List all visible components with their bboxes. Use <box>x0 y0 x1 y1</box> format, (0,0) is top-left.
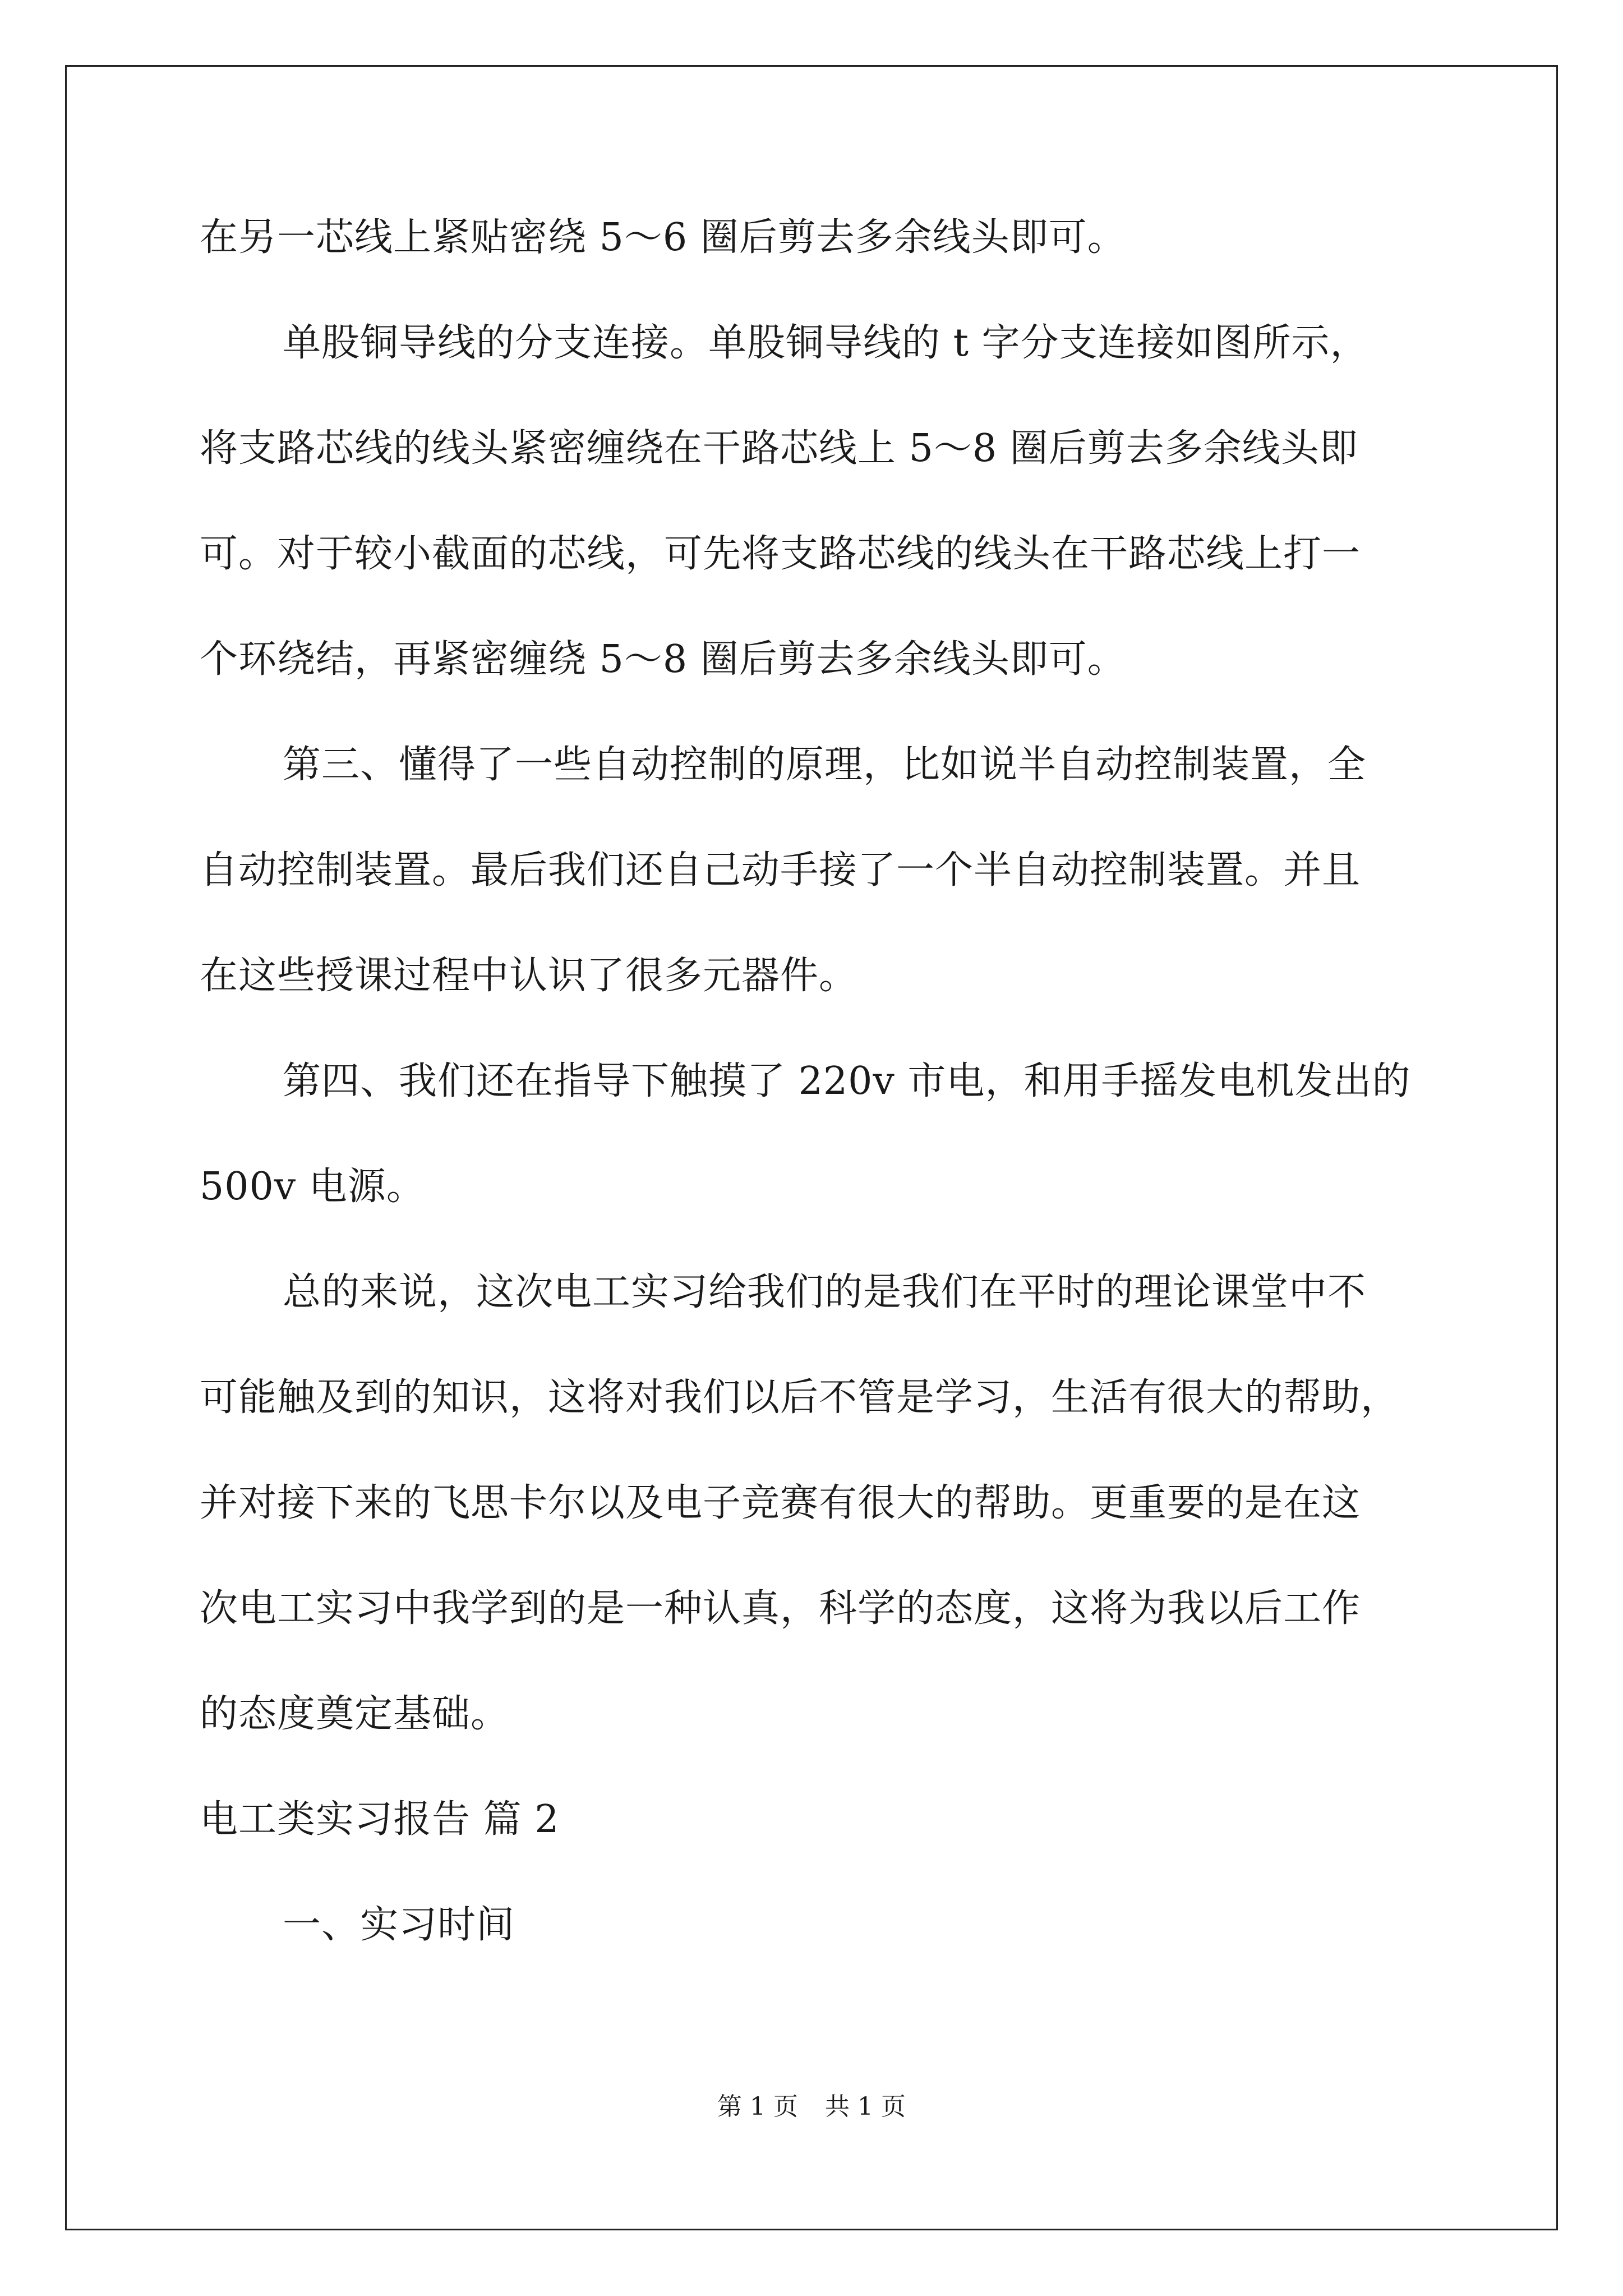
text-line: 在这些授课过程中认识了很多元器件。 <box>200 954 858 998</box>
text-line: 可。对于较小截面的芯线，可先将支路芯线的线头在干路芯线上打一 <box>200 532 1361 576</box>
text-line: 500v 电源。 <box>200 1165 425 1209</box>
text-line: 个环绕结，再紧密缠绕 5～8 圈后剪去多余线头即可。 <box>200 637 1126 682</box>
paragraph-start-line: 第三、懂得了一些自动控制的原理，比如说半自动控制装置，全 <box>283 743 1367 787</box>
subsection-heading: 一、实习时间 <box>283 1903 515 1947</box>
page-number: 第 1 页 <box>717 2092 798 2121</box>
paragraph-start-line: 第四、我们还在指导下触摸了 220v 市电，和用手摇发电机发出的 <box>283 1059 1411 1103</box>
paragraph-start-line: 单股铜导线的分支连接。单股铜导线的 t 字分支连接如图所示， <box>283 321 1369 365</box>
text-line: 自动控制装置。最后我们还自己动手接了一个半自动控制装置。并且 <box>200 848 1361 892</box>
text-line: 将支路芯线的线头紧密缠绕在干路芯线上 5～8 圈后剪去多余线头即 <box>200 426 1358 471</box>
page-total: 共 1 页 <box>825 2092 906 2121</box>
page-footer <box>0 2090 1623 2124</box>
text-line: 可能触及到的知识，这将对我们以后不管是学习，生活有很大的帮助， <box>200 1375 1400 1420</box>
document-body <box>200 185 1433 1978</box>
text-line: 次电工实习中我学到的是一种认真，科学的态度，这将为我以后工作 <box>200 1586 1361 1631</box>
section-heading: 电工类实习报告 篇 2 <box>200 1797 560 1842</box>
paragraph-start-line: 总的来说，这次电工实习给我们的是我们在平时的理论课堂中不 <box>283 1270 1367 1314</box>
text-line: 的态度奠定基础。 <box>200 1692 510 1736</box>
text-line: 在另一芯线上紧贴密绕 5～6 圈后剪去多余线头即可。 <box>200 215 1126 260</box>
text-line: 并对接下来的飞思卡尔以及电子竞赛有很大的帮助。更重要的是在这 <box>200 1481 1361 1525</box>
